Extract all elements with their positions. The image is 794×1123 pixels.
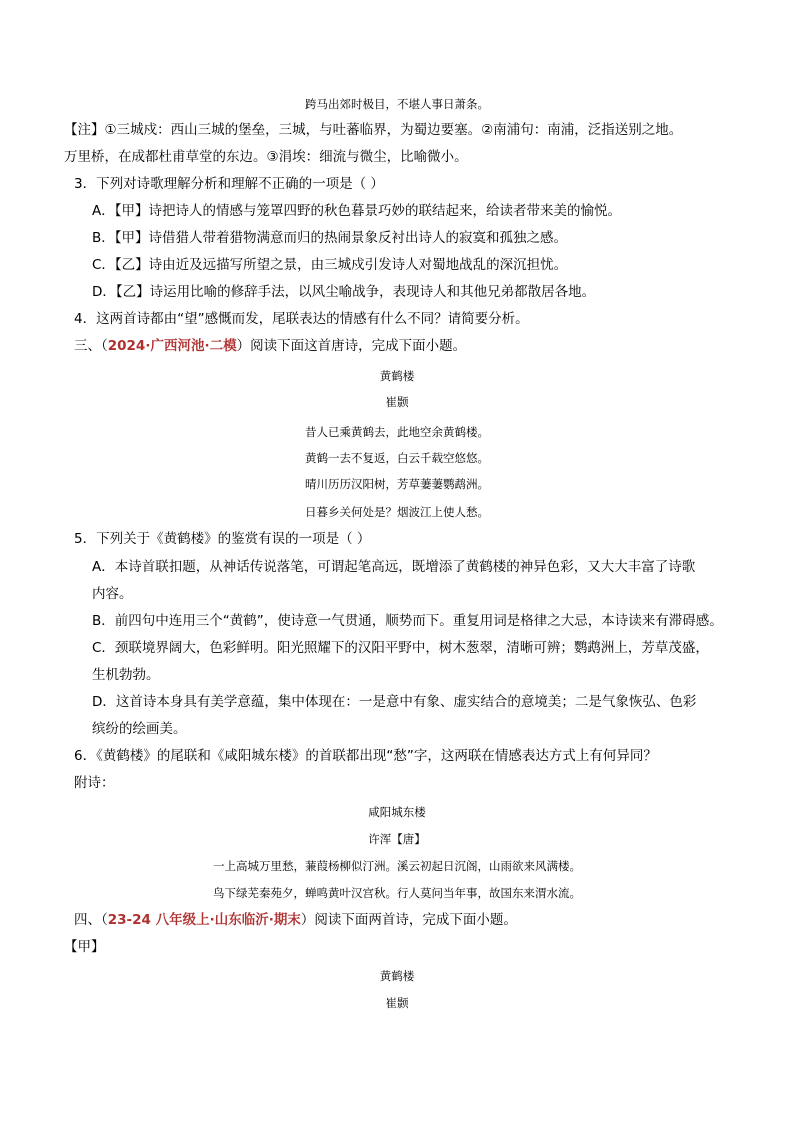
question-5-option-d-cont: 缤纷的绘画美。 [92, 721, 187, 737]
note-line-2: 万里桥，在成都杜甫草堂的东边。③涓埃：细流与微尘，比喻微小。 [64, 149, 468, 165]
poem-2-line: 一上高城万里愁，蒹葭杨柳似汀洲。溪云初起日沉阁，山雨欲来风满楼。 [213, 859, 581, 873]
poem-1-line: 黄鹤一去不复返，白云千载空悠悠。 [305, 451, 489, 465]
section-4-source: 23-24 八年级上·山东临沂·期末 [107, 912, 301, 928]
question-5-stem: 5．下列关于《黄鹤楼》的鉴赏有误的一项是（ ） [74, 531, 371, 547]
section-4-suffix: ）阅读下面两首诗，完成下面小题。 [300, 912, 517, 928]
question-3-option-b: B．【甲】诗借猎人带着猎物满意而归的热闹景象反衬出诗人的寂寞和孤独之感。 [92, 230, 568, 246]
section-4-prefix: 四、（ [74, 912, 108, 928]
question-5-option-d: D．这首诗本身具有美学意蕴，集中体现在：一是意中有象、虚实结合的意境美；二是气象恢弘、色彩 [92, 694, 697, 710]
question-5-option-c: C．颈联境界阔大，色彩鲜明。阳光照耀下的汉阳平野中，树木葱翠，清晰可辨；鹦鹉洲上，芳草茂盛， [92, 640, 709, 656]
poem-1-line: 晴川历历汉阳树，芳草萋萋鹦鹉洲。 [305, 477, 489, 491]
note-line-1: 【注】①三城戍：西山三城的堡垒，三城，与吐蕃临界，为蜀边要塞。②南浦句：南浦，泛指送别之地。 [64, 122, 683, 138]
poem-label-jia: 【甲】 [64, 939, 105, 955]
question-5-option-a-cont: 内容。 [92, 586, 133, 602]
poem-2-author: 许浑【唐】 [368, 832, 426, 846]
poem-1-line: 昔人已乘黄鹤去，此地空余黄鹤楼。 [305, 425, 489, 439]
section-3-suffix: ）阅读下面这首唐诗，完成下面小题。 [236, 338, 467, 354]
appended-poem-label: 附诗： [74, 775, 115, 791]
question-3-option-c: C．【乙】诗由近及远描写所望之景，由三城戍引发诗人对蜀地战乱的深沉担忧。 [92, 257, 568, 273]
poem-2-title: 咸阳城东楼 [368, 805, 426, 819]
poem-1-author: 崔颢 [385, 395, 409, 409]
poem-2-line: 鸟下绿芜秦苑夕，蝉鸣黄叶汉宫秋。行人莫问当年事，故国东来渭水流。 [213, 886, 581, 900]
question-3-option-d: D．【乙】诗运用比喻的修辞手法，以风尘喻战争，表现诗人和其他兄弟都散居各地。 [92, 284, 596, 300]
question-3-option-a: A．【甲】诗把诗人的情感与笼罩四野的秋色暮景巧妙的联结起来，给读者带来美的愉悦。 [92, 203, 621, 219]
question-5-option-c-cont: 生机勃勃。 [92, 667, 160, 683]
poem-1-title: 黄鹤楼 [379, 369, 415, 383]
question-4: 4．这两首诗都由“望”感慨而发，尾联表达的情感有什么不同？请简要分析。 [74, 311, 529, 327]
question-6: 6．《黄鹤楼》的尾联和《咸阳城东楼》的首联都出现“愁”字，这两联在情感表达方式上有何异同？ [74, 748, 657, 764]
poem-3-title: 黄鹤楼 [379, 969, 415, 983]
poem-line: 跨马出郊时极目，不堪人事日萧条。 [305, 97, 489, 111]
question-3-stem: 3．下列对诗歌理解分析和理解不正确的一项是（ ） [74, 176, 384, 192]
section-4-heading [74, 910, 517, 930]
section-3-source: 2024·广西河池·二模 [107, 338, 237, 354]
poem-3-author: 崔颢 [385, 996, 409, 1010]
question-5-option-a: A．本诗首联扣题，从神话传说落笔，可谓起笔高远，既增添了黄鹤楼的神异色彩，又大大丰富了诗歌 [92, 559, 696, 575]
section-3-prefix: 三、（ [74, 338, 108, 354]
section-3-heading [74, 336, 466, 356]
question-5-option-b: B．前四句中连用三个“黄鹤”，使诗意一气贯通，顺势而下。重复用词是格律之大忌，本诗读来有滞碍感。 [92, 613, 723, 629]
poem-1-line: 日暮乡关何处是？烟波江上使人愁。 [305, 505, 489, 519]
